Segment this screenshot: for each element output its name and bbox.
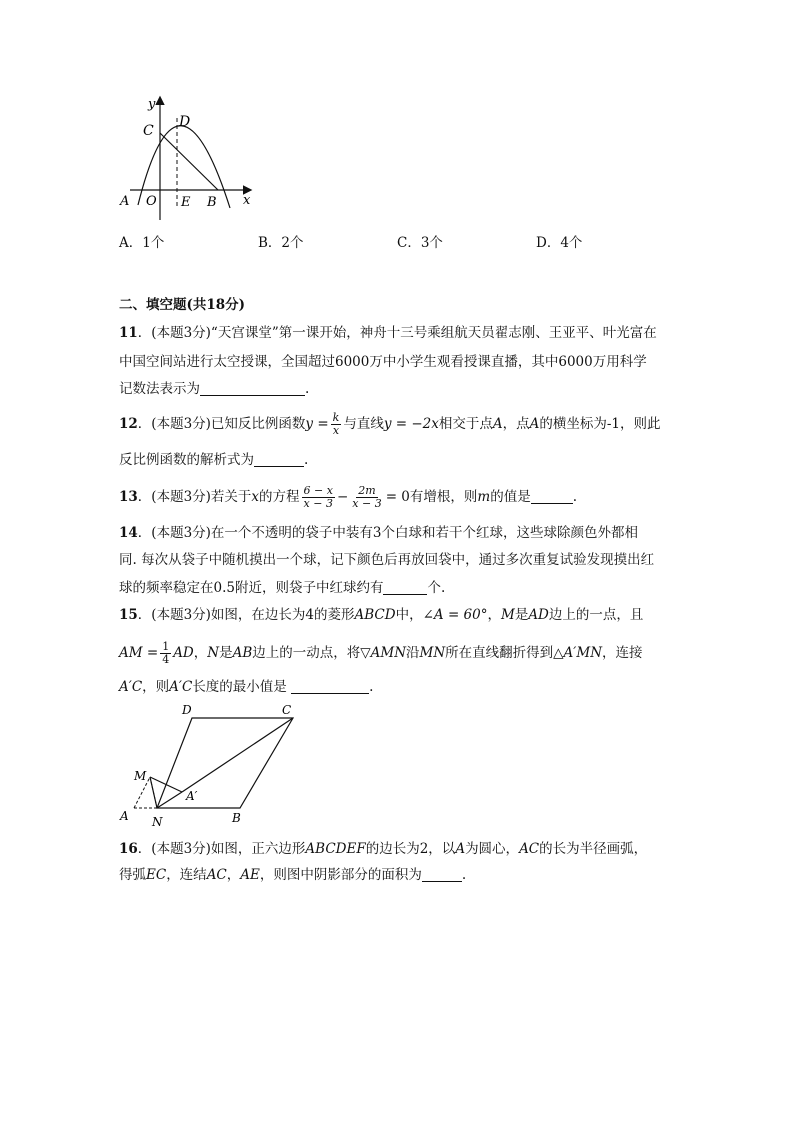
q13-fraction-1: $\frac{6 - x}{x - 3}$: [303, 484, 333, 510]
q15-fraction: $\frac{1}{4}$: [162, 640, 170, 666]
choice-b: B．2个: [258, 235, 304, 251]
label-c2: C: [282, 703, 292, 717]
q11-line3: 记数法表示为 .: [119, 381, 310, 397]
choice-c: C．3个: [397, 235, 443, 251]
q14-line3: 球的频率稳定在0.5附近，则袋子中红球约有 个.: [119, 580, 446, 596]
label-d: D: [179, 114, 191, 130]
rhombus-figure: [112, 700, 312, 835]
segment-cb: [160, 133, 218, 190]
label-a2: A: [120, 809, 129, 823]
label-n2: N: [152, 815, 163, 829]
label-b: B: [207, 195, 217, 210]
segment-a-prime-c: [182, 718, 293, 792]
label-o: O: [146, 194, 157, 209]
q15-answer-blank[interactable]: [291, 679, 369, 694]
label-e: E: [181, 195, 191, 210]
label-b2: B: [232, 811, 241, 825]
choice-a: A．1个: [119, 235, 165, 251]
q13-answer-blank[interactable]: [531, 489, 573, 504]
q12-line1: 12．(本题3分)已知反比例函数y = $\frac{k}{x}$ 与直线y = −2x相交于点A，点A的横坐标为-1，则此: [119, 411, 661, 437]
q11-answer-blank[interactable]: [200, 381, 305, 396]
q16-line1: 16．(本题3分)如图，正六边形ABCDEF的边长为2，以A为圆心，AC的长为半径画弧，: [119, 841, 648, 857]
segment-mn: [150, 777, 157, 808]
section-heading: 二、填空题(共18分): [119, 297, 246, 313]
q12-line2: 反比例函数的解析式为 .: [119, 452, 309, 468]
q13-line1: 13．(本题3分)若关于x的方程 $\frac{6 - x}{x - 3}$ − $\frac{2m}{x - 3}$ = 0有增根，则m的值是 .: [119, 484, 578, 510]
q15-line1: 15．(本题3分)如图，在边长为4的菱形ABCD中，∠A = 60°，M是AD边上的一点，且: [119, 607, 644, 623]
label-a-prime: A′: [186, 789, 198, 803]
label-d2: D: [182, 703, 192, 717]
q14-answer-blank[interactable]: [383, 580, 427, 595]
label-c: C: [143, 123, 154, 139]
q16-line2: 得弧EC，连结AC，AE，则图中阴影部分的面积为 .: [119, 867, 467, 883]
q13-fraction-2: $\frac{2m}{x - 3}$: [352, 484, 382, 510]
choice-d: D．4个: [536, 235, 583, 251]
segment-ma-prime: [150, 777, 182, 792]
q11-line2: 中国空间站进行太空授课，全国超过6000万中小学生观看授课直播，其中6000万用科学: [119, 354, 647, 370]
q14-line2: 同. 每次从袋子中随机摸出一个球，记下颜色后再放回袋中，通过多次重复试验发现摸出红: [119, 552, 655, 568]
label-x: x: [243, 193, 251, 208]
q12-answer-blank[interactable]: [254, 452, 304, 467]
q14-line1: 14．(本题3分)在一个不透明的袋子中装有3个白球和若干个红球，这些球除颜色外都相: [119, 525, 639, 541]
q16-answer-blank[interactable]: [422, 867, 462, 882]
q12-fraction: $\frac{k}{x}$: [332, 411, 340, 437]
q11-line1: 11．(本题3分)“天宫课堂”第一课开始，神舟十三号乘组航天员翟志刚、王亚平、叶光富在: [119, 325, 657, 341]
q15-line3: A′C，则A′C长度的最小值是 .: [119, 679, 374, 695]
label-y: y: [148, 97, 156, 112]
label-m2: M: [134, 769, 147, 783]
parabola-figure: [110, 90, 270, 225]
q15-line2: AM = $\frac{1}{4}$ AD，N是AB边上的一动点，将▽AMN沿MN所在直线翻折得到△A′MN，连接: [119, 640, 643, 666]
label-a: A: [120, 194, 130, 209]
